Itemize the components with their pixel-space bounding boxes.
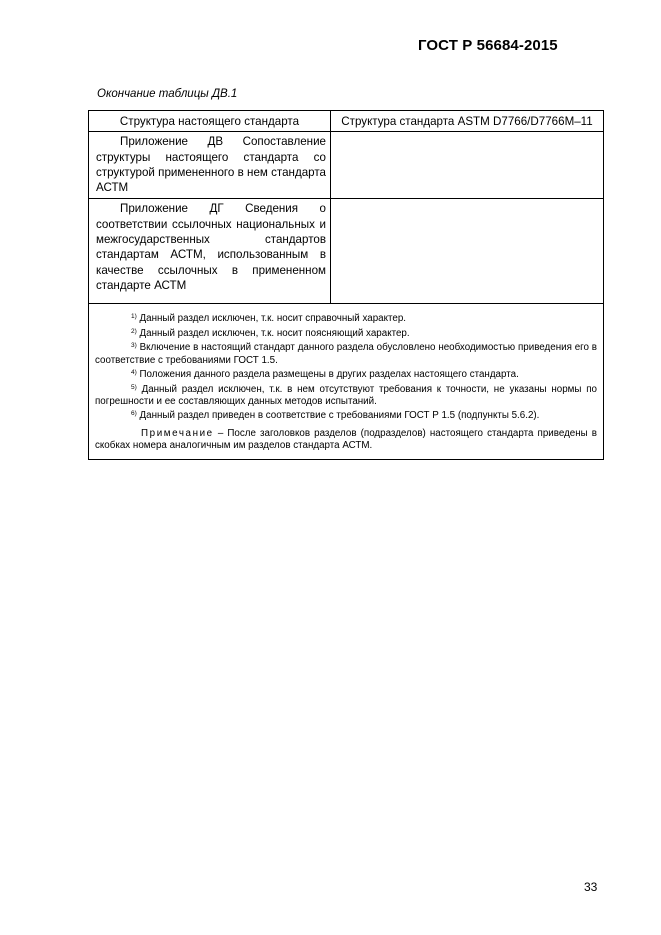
footnote-mark: 5) <box>131 383 137 391</box>
cell-current: Приложение ДГ Сведения о соответствии ссылочных национальных и межгосударственных стандартов стандартам АСТМ, использованным в качестве ссылочных в примененном стандарте АСТМ <box>89 199 331 304</box>
column-header-astm: Структура стандарта ASTM D7766/D7766M–11 <box>331 111 604 132</box>
footnote-text: Данный раздел исключен, т.к. носит поясняющий характер. <box>139 327 410 339</box>
table-caption: Окончание таблицы ДВ.1 <box>97 88 238 100</box>
remark-text: – После заголовков разделов (подразделов) настоящего стандарта приведены в скобках номера аналогичным им разделов стандарта АСТМ. <box>95 427 597 452</box>
footnote-text: Положения данного раздела размещены в других разделах настоящего стандарта. <box>139 369 519 381</box>
page-number: 33 <box>584 880 598 894</box>
remark-label: Примечание <box>141 427 214 439</box>
footnote <box>95 382 597 409</box>
footnote <box>95 311 597 325</box>
notes-cell <box>89 304 604 459</box>
column-header-current: Структура настоящего стандарта <box>89 111 331 132</box>
footnote-mark: 2) <box>131 327 137 335</box>
footnote-mark: 3) <box>131 342 137 350</box>
footnote-text: Данный раздел приведен в соответствие с требованиями ГОСТ Р 1.5 (подпункты 5.6.2). <box>139 410 540 422</box>
standard-number: ГОСТ Р 56684-2015 <box>418 37 558 54</box>
footnote <box>95 408 597 422</box>
footnote-mark: 6) <box>131 410 137 418</box>
table-row <box>89 199 604 304</box>
structure-table <box>88 110 604 460</box>
footnote-text: Включение в настоящий стандарт данного раздела обусловлено необходимостью приведения его в соответствие с требованиями ГОСТ 1.5. <box>95 342 598 366</box>
footnote-mark: 4) <box>131 369 137 377</box>
cell-astm <box>331 199 604 304</box>
table-header-row <box>89 111 604 132</box>
footnote <box>95 326 597 340</box>
footnote <box>95 340 597 367</box>
footnote-text: Данный раздел исключен, т.к. носит справочный характер. <box>139 313 407 325</box>
cell-astm <box>331 132 604 199</box>
cell-current: Приложение ДВ Сопоставление структуры настоящего стандарта со структурой примененного в нем стандарта АСТМ <box>89 132 331 199</box>
table-remark <box>95 428 597 453</box>
footnote-text: Данный раздел исключен, т.к. в нем отсутствуют требования к точности, не указаны нормы по погрешности и ее составляющих данных методов испытаний. <box>95 383 597 407</box>
footnote <box>95 367 597 381</box>
table-row <box>89 132 604 199</box>
footnote-mark: 1) <box>131 313 137 321</box>
notes-row <box>89 304 604 459</box>
